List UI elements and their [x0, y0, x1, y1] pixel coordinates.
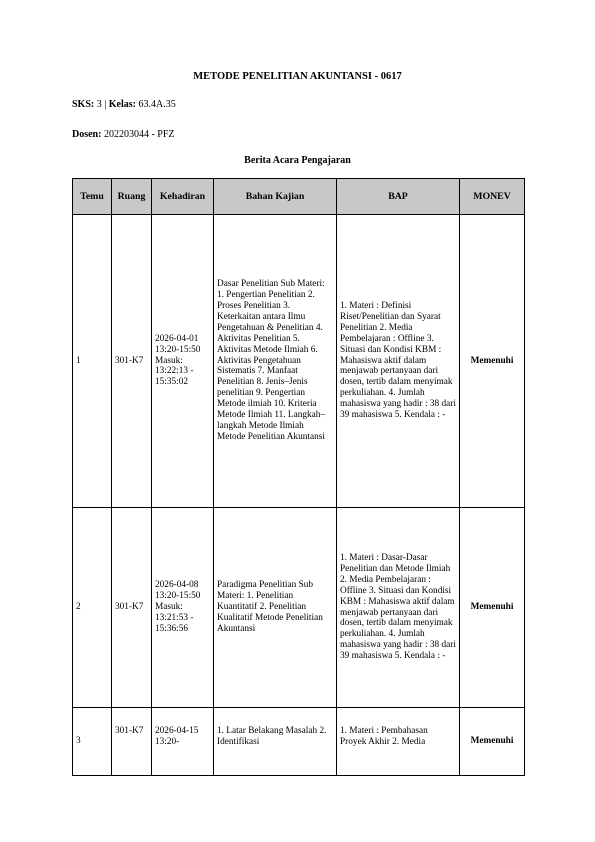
cell-bap	[337, 708, 460, 776]
table-row	[73, 508, 525, 708]
cell-ruang: 301-K7	[112, 215, 152, 508]
header-ruang: Ruang	[112, 179, 152, 215]
cell-kehadiran-text: 2026-04-15 13:20-	[155, 726, 199, 747]
cell-bahan-kajian	[214, 708, 337, 776]
cell-bahan-kajian-text: 1. Latar Belakang Masalah 2. Identifikasi	[217, 726, 327, 747]
header-bap: BAP	[337, 179, 460, 215]
cell-bap: 1. Materi : Definisi Riset/Penelitian dan Syarat Penelitian 2. Media Pembelajaran : Offline 3. Situasi dan Kondisi KBM : Mahasiswa aktif dalam menjawab pertanyaan dari dosen, tertib dalam menyimak perkuliahan. 4. Jumlah mahasiswa yang hadir : 38 dari 39 mahasiswa 5. Kendala : -	[337, 215, 460, 508]
document-title: METODE PENELITIAN AKUNTANSI - 0617	[193, 71, 402, 82]
table-row	[73, 215, 525, 508]
table-caption: Berita Acara Pengajaran	[244, 155, 351, 166]
teaching-record-table	[72, 178, 525, 776]
dosen-value: 202203044 - PFZ	[101, 129, 175, 140]
cell-temu: 2	[73, 508, 112, 708]
cell-kehadiran	[152, 708, 214, 776]
header-temu: Temu	[73, 179, 112, 215]
cell-bahan-kajian: Dasar Penelitian Sub Materi: 1. Pengertian Penelitian 2. Proses Penelitian 3. Keterkaitan antara Ilmu Pengetahuan & Penelitian 4. Aktivitas Penelitian 5. Aktivitas Metode Ilmiah 6. Aktivitas Pengetahuan Sistematis 7. Manfaat Penelitian 8. Jenis–Jenis penelitian 9. Pengertian Metode ilmiah 10. Kriteria Metode Ilmiah 11. Langkah–langkah Metode Ilmiah Metode Penelitian Akuntansi	[214, 215, 337, 508]
table-row	[73, 708, 525, 776]
cell-temu: 1	[73, 215, 112, 508]
header-bahan-kajian: Bahan Kajian	[214, 179, 337, 215]
kelas-value: 63.4A.35	[135, 99, 176, 110]
cell-monev: Memenuhi	[460, 708, 525, 776]
header-monev: MONEV	[460, 179, 525, 215]
dosen-label: Dosen:	[72, 129, 102, 140]
cell-bahan-kajian: Paradigma Penelitian Sub Materi: 1. Penelitian Kuantitatif 2. Penelitian Kualitatif Metode Penelitian Akuntansi	[214, 508, 337, 708]
cell-bap-text: 1. Materi : Pembahasan Proyek Akhir 2. Media	[340, 726, 428, 747]
table-header-row	[73, 179, 525, 215]
course-info	[72, 99, 176, 110]
cell-bap: 1. Materi : Dasar-Dasar Penelitian dan Metode Ilmiah 2. Media Pembelajaran : Offline 3. Situasi dan Kondisi KBM : Mahasiswa aktif dalam menjawab pertanyaan dari dosen, tertib dalam menyimak perkuliahan. 4. Jumlah mahasiswa yang hadir : 38 dari 39 mahasiswa 5. Kendala : -	[337, 508, 460, 708]
cell-kehadiran: 2026-04-01 13:20-15:50 Masuk: 13:22:13 - 15:35:02	[152, 215, 214, 508]
cell-ruang: 301-K7	[112, 508, 152, 708]
cell-kehadiran: 2026-04-08 13:20-15:50 Masuk: 13:21:53 - 15:36:56	[152, 508, 214, 708]
header-kehadiran: Kehadiran	[152, 179, 214, 215]
kelas-label: Kelas:	[108, 99, 136, 110]
sks-label: SKS:	[72, 99, 95, 110]
cell-monev: Memenuhi	[460, 215, 525, 508]
lecturer-info	[72, 129, 175, 140]
cell-temu: 3	[73, 708, 112, 776]
cell-monev: Memenuhi	[460, 508, 525, 708]
sks-value: 3 |	[94, 99, 109, 110]
cell-ruang: 301-K7	[112, 708, 152, 776]
